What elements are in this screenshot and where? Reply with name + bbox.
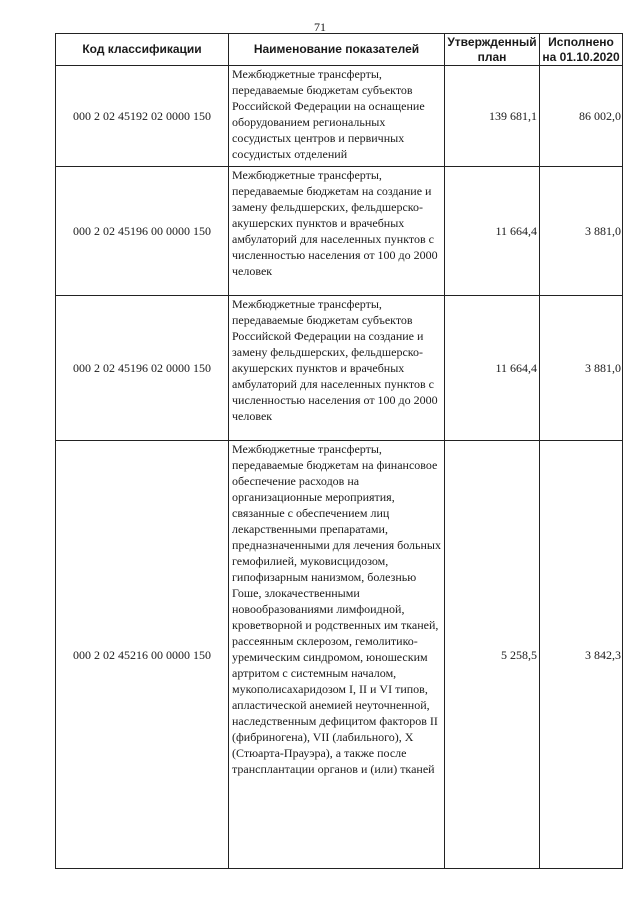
row-plan: 11 664,4 bbox=[445, 296, 540, 441]
table-row bbox=[56, 66, 623, 167]
header-code: Код классификации bbox=[56, 34, 229, 66]
header-done: Исполнено на 01.10.2020 bbox=[540, 34, 623, 66]
header-plan: Утвержденный план bbox=[445, 34, 540, 66]
row-done: 3 842,3 bbox=[540, 441, 623, 869]
row-done: 3 881,0 bbox=[540, 167, 623, 296]
header-name: Наименование показателей bbox=[229, 34, 445, 66]
budget-table bbox=[55, 33, 623, 869]
row-plan: 139 681,1 bbox=[445, 66, 540, 167]
table-header-row bbox=[56, 34, 623, 66]
row-done: 86 002,0 bbox=[540, 66, 623, 167]
row-code: 000 2 02 45216 00 0000 150 bbox=[56, 441, 229, 869]
row-plan: 11 664,4 bbox=[445, 167, 540, 296]
table-row bbox=[56, 167, 623, 296]
row-name: Межбюджетные трансферты, передаваемые бюджетам субъектов Российской Федерации на оснащение оборудованием региональных сосудистых центров и первичных сосудистых отделений bbox=[229, 66, 445, 167]
row-code: 000 2 02 45196 00 0000 150 bbox=[56, 167, 229, 296]
row-done: 3 881,0 bbox=[540, 296, 623, 441]
row-plan: 5 258,5 bbox=[445, 441, 540, 869]
row-name: Межбюджетные трансферты, передаваемые бюджетам на создание и замену фельдшерских, фельдшерско-акушерских пунктов и врачебных амбулаторий для населенных пунктов с численностью населения от 100 до 2000 человек bbox=[229, 167, 445, 296]
row-name: Межбюджетные трансферты, передаваемые бюджетам на финансовое обеспечение расходов на организационные мероприятия, связанные с обеспечением лиц лекарственными препаратами, предназначенными для лечения больных гемофилией, муковисцидозом, гипофизарным нанизмом, болезнью Гоше, злокачественными новообразованиями лимфоидной, кроветворной и родственных им тканей, рассеянным склерозом, гемолитико-уремическим синдромом, юношеским артритом с системным началом, мукополисахаридозом I, II и VI типов, апластической анемией неуточненной, наследственным дефицитом факторов II (фибриногена), VII (лабильного), X (Стюарта-Прауэра), а также после трансплантации органов и (или) тканей bbox=[229, 441, 445, 869]
row-code: 000 2 02 45192 02 0000 150 bbox=[56, 66, 229, 167]
table-row bbox=[56, 441, 623, 869]
page-number: 71 bbox=[314, 20, 326, 34]
row-name: Межбюджетные трансферты, передаваемые бюджетам субъектов Российской Федерации на создание и замену фельдшерских, фельдшерско-акушерских пунктов и врачебных амбулаторий для населенных пунктов с численностью населения от 100 до 2000 человек bbox=[229, 296, 445, 441]
table-row bbox=[56, 296, 623, 441]
row-code: 000 2 02 45196 02 0000 150 bbox=[56, 296, 229, 441]
